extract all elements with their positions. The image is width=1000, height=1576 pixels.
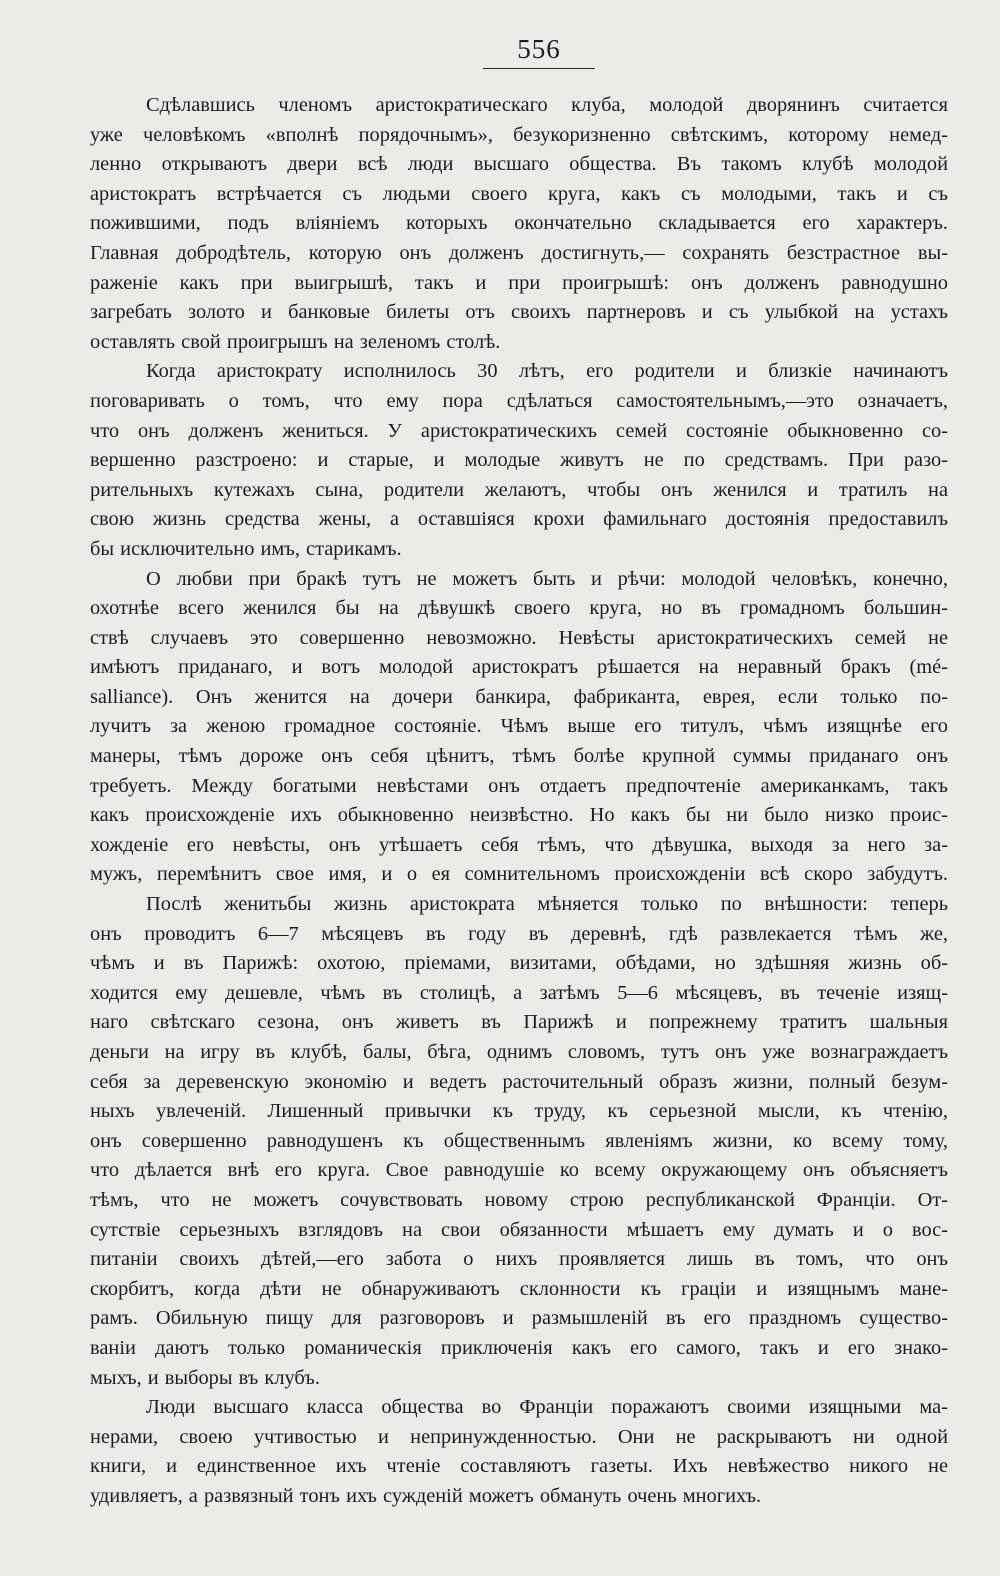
text-line: Послѣ женитьбы жизнь аристократа мѣняется только по внѣшности: теперь — [146, 893, 948, 916]
text-line: уже человѣкомъ «вполнѣ порядочнымъ», безукоризненно свѣтскимъ, которому немед- — [90, 123, 948, 146]
text-line: ленно открываютъ двери всѣ люди высшаго общества. Въ такомъ клубѣ молодой — [90, 153, 948, 176]
text-line: О любви при бракѣ тутъ не можетъ быть и рѣчи: молодой человѣкъ, конечно, — [146, 567, 948, 590]
text-line: манеры, тѣмъ дороже онъ себя цѣнитъ, тѣмъ болѣе крупной суммы приданаго онъ — [90, 745, 948, 768]
text-line: сутствіе серьезныхъ взглядовъ на свои обязанности мѣшаетъ ему думать и о вос- — [90, 1218, 948, 1241]
text-line: поговаривать о томъ, что ему пора сдѣлаться самостоятельнымъ,—это означаетъ, — [90, 389, 948, 412]
text-line: мужъ, перемѣнитъ свое имя, и о ея сомнительномъ происхожденіи всѣ скоро забудутъ. — [90, 863, 948, 886]
text-line: деньги на игру въ клубѣ, балы, бѣга, однимъ словомъ, тутъ онъ уже вознаграждаетъ — [90, 1041, 948, 1063]
text-line: мыхъ, и выборы въ клубъ. — [90, 1366, 320, 1389]
paragraph-1 — [90, 91, 948, 357]
text-line: Люди высшаго класса общества во Франціи поражаютъ своими изящными ма- — [146, 1396, 948, 1419]
text-line: бы исключительно имъ, старикамъ. — [90, 537, 402, 560]
text-line: требуетъ. Между богатыми невѣстами онъ отдаетъ предпочтеніе американкамъ, такъ — [90, 774, 948, 797]
text-line: загребать золото и банковые билеты отъ своихъ партнеровъ и съ улыбкой на устахъ — [90, 301, 948, 324]
text-line: онъ совершенно равнодушенъ къ общественнымъ явленіямъ жизни, ко всему тому, — [90, 1129, 948, 1152]
text-line: свою жизнь средства жены, а оставшіяся крохи фамильнаго достоянія предоставилъ — [90, 508, 948, 531]
text-line: раженіе какъ при выигрышѣ, такъ и при проигрышѣ: онъ долженъ равнодушно — [90, 271, 948, 294]
text-line: хожденіе его невѣсты, онъ утѣшаетъ себя тѣмъ, что дѣвушка, выходя за него за- — [90, 833, 948, 856]
paragraph-5 — [90, 1393, 948, 1511]
text-line: Главная добродѣтель, которую онъ долженъ достигнуть,— сохранять безстрастное вы- — [90, 241, 948, 264]
text-line: наго свѣтскаго сезона, онъ живетъ въ Парижѣ и попрежнему тратитъ шальныя — [90, 1011, 948, 1034]
text-line: что онъ долженъ жениться. У аристократическихъ семей состояніе обыкновенно со- — [90, 419, 948, 442]
text-line: Сдѣлавшись членомъ аристократическаго клуба, молодой дворянинъ считается — [146, 94, 948, 116]
text-line: книги, и единственное ихъ чтеніе составляютъ газеты. Ихъ невѣжество никого не — [90, 1455, 948, 1478]
text-line: имѣютъ приданаго, и вотъ молодой аристократъ рѣшается на неравный бракъ (mé- — [90, 656, 948, 679]
paragraph-4 — [90, 890, 948, 1393]
text-line: питаніи своихъ дѣтей,—его забота о нихъ проявляется лишь въ томъ, что онъ — [90, 1248, 948, 1271]
text-line: аристократъ встрѣчается съ людьми своего круга, какъ съ молодыми, такъ и съ — [90, 182, 948, 205]
page-number: 556 — [517, 34, 561, 64]
text-line: ствѣ случаевъ это совершенно невозможно. Невѣсты аристократическихъ семей не — [90, 626, 948, 649]
text-line: какъ происхожденіе ихъ обыкновенно неизвѣстно. Но какъ бы ни было низко проис- — [90, 804, 948, 827]
text-line: тѣмъ, что не можетъ сочувствовать новому строю республиканской Франціи. От- — [90, 1188, 948, 1211]
text-line: чѣмъ и въ Парижѣ: охотою, пріемами, визитами, обѣдами, но здѣшняя жизнь об- — [90, 952, 948, 975]
body-text — [90, 91, 948, 1512]
page-number-rule — [483, 68, 595, 69]
text-line: ходится ему дешевле, чѣмъ въ столицѣ, а затѣмъ 5—6 мѣсяцевъ, въ теченіе изящ- — [90, 981, 948, 1004]
text-line: скорбитъ, когда дѣти не обнаруживаютъ склонности къ граціи и изящнымъ мане- — [90, 1277, 948, 1300]
text-line: вершенно разстроено: и старые, и молодые живутъ не по средствамъ. При разо- — [90, 449, 948, 472]
text-line: охотнѣе всего женился бы на дѣвушкѣ своего круга, но въ громадномъ большин- — [90, 597, 948, 620]
paragraph-2 — [90, 357, 948, 564]
text-line: salliance). Онъ женится на дочери банкира, фабриканта, еврея, если только по- — [90, 685, 948, 708]
text-line: онъ проводитъ 6—7 мѣсяцевъ въ году въ деревнѣ, гдѣ развлекается тѣмъ же, — [90, 922, 948, 945]
text-line: нерами, своею учтивостью и непринужденностью. Они не раскрываютъ ни одной — [90, 1425, 948, 1448]
text-line: ныхъ увлеченій. Лишенный привычки къ труду, къ серьезной мысли, къ чтенію, — [90, 1100, 948, 1123]
text-line: что дѣлается внѣ его круга. Свое равнодушіе ко всему окружающему онъ объясняетъ — [90, 1159, 948, 1182]
text-line: удивляетъ, а развязный тонъ ихъ сужденій можетъ обмануть очень многихъ. — [90, 1484, 762, 1507]
text-line: лучитъ за женою громадное состояніе. Чѣмъ выше его титулъ, чѣмъ изящнѣе его — [90, 715, 948, 738]
text-line: рамъ. Обильную пищу для разговоровъ и размышленій въ его праздномъ существо- — [90, 1307, 948, 1330]
text-line: ваніи даютъ только романическія приключенія какъ его самого, такъ и его знако- — [90, 1336, 948, 1359]
text-line: себя за деревенскую экономію и ведетъ расточительный образъ жизни, полный безум- — [90, 1070, 948, 1093]
text-line: Когда аристократу исполнилось 30 лѣтъ, его родители и близкіе начинаютъ — [146, 360, 948, 383]
paragraph-3 — [90, 565, 948, 891]
text-line: рительныхъ кутежахъ сына, родители желаютъ, чтобы онъ женился и тратилъ на — [90, 478, 948, 501]
text-line: оставлять свой проигрышъ на зеленомъ столѣ. — [90, 330, 501, 353]
text-line: пожившими, подъ вліяніемъ которыхъ окончательно складывается его характеръ. — [90, 212, 948, 235]
